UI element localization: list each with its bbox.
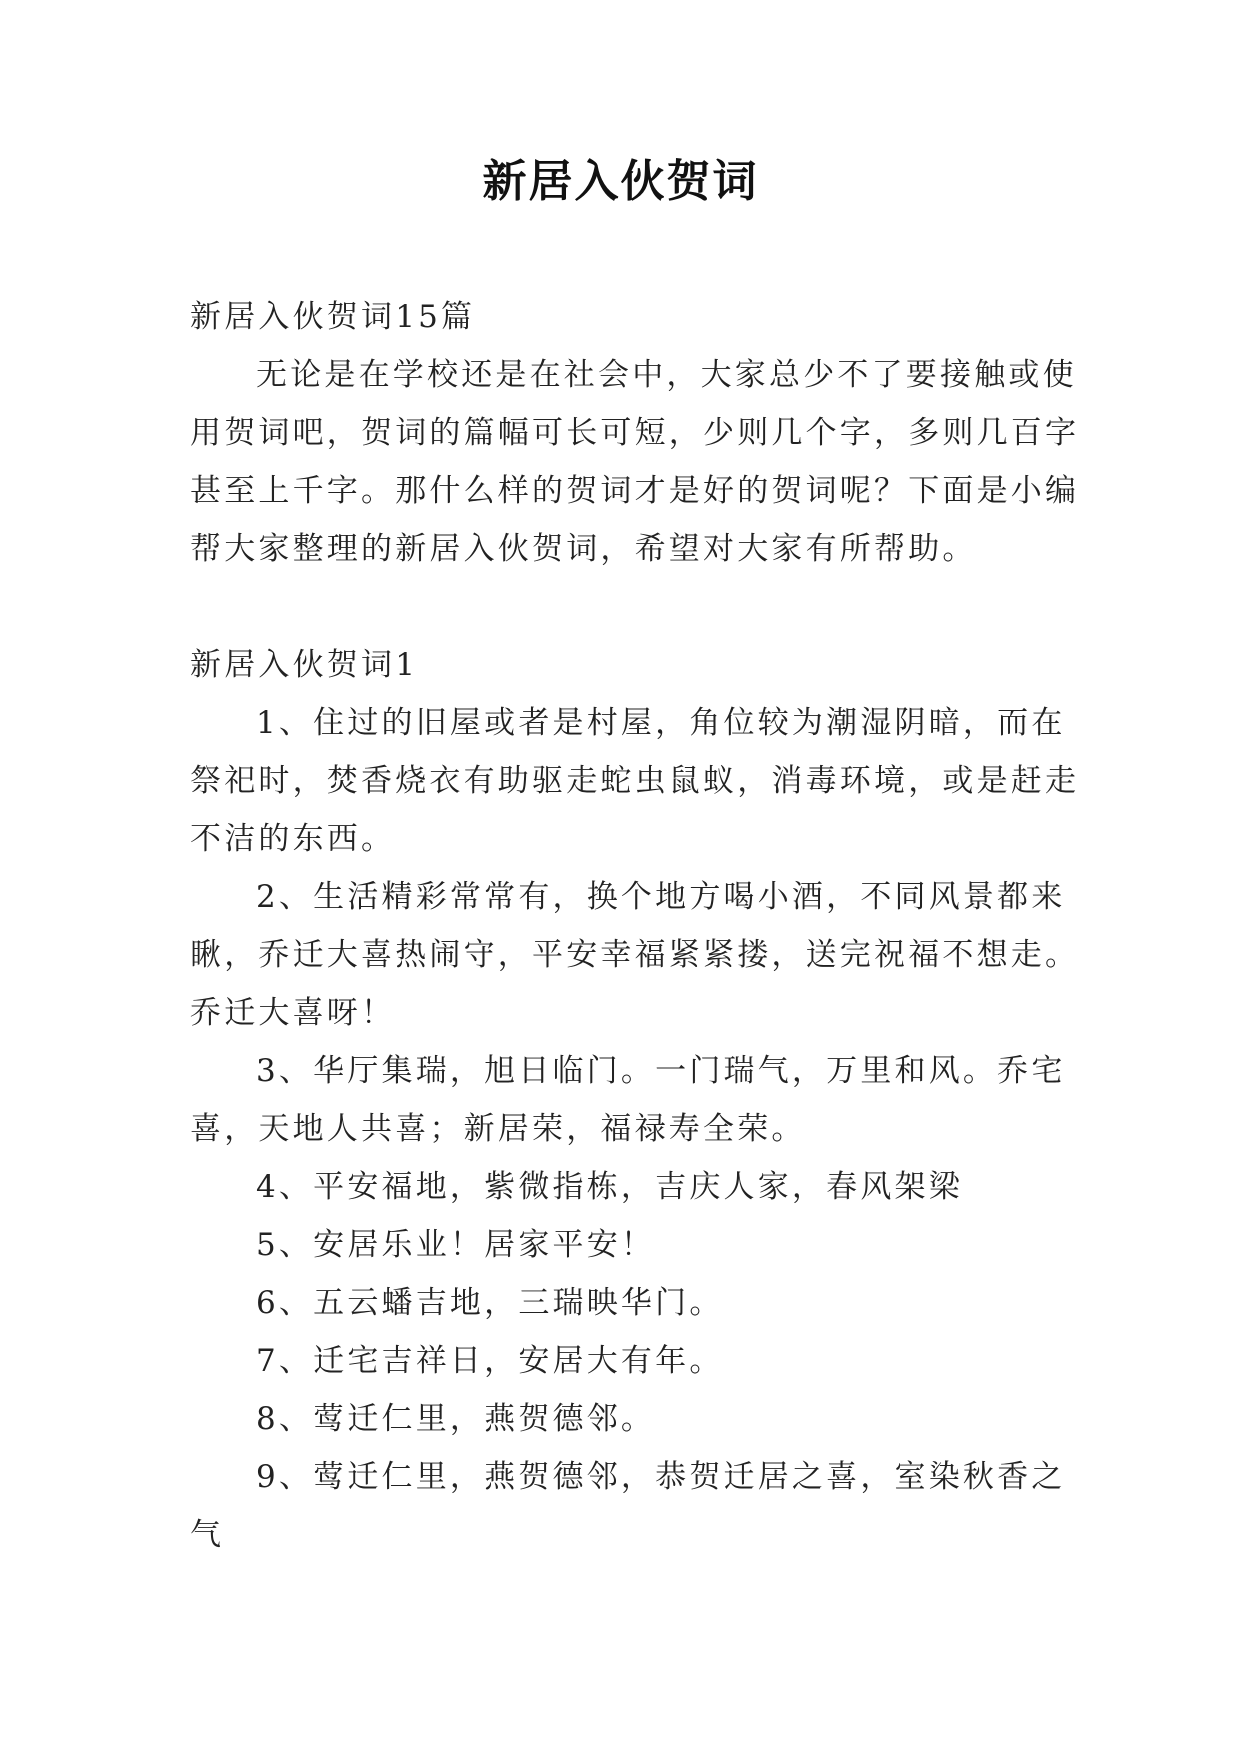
list-item-line: 喜，天地人共喜；新居荣，福禄寿全荣。 bbox=[190, 1111, 806, 1147]
list-item-1 bbox=[190, 694, 1080, 868]
list-item-line: 祭祀时，焚香烧衣有助驱走蛇虫鼠蚁，消毒环境，或是赶走 bbox=[190, 763, 1080, 799]
list-item-line: 6、五云蟠吉地，三瑞映华门。 bbox=[256, 1285, 724, 1321]
list-item-5 bbox=[190, 1216, 1050, 1274]
list-item-4 bbox=[190, 1158, 1050, 1216]
list-item-line: 5、安居乐业！居家平安！ bbox=[256, 1227, 656, 1263]
list-item-line: 9、莺迁仁里，燕贺德邻，恭贺迁居之喜，室染秋香之 bbox=[256, 1459, 1066, 1495]
list-item-line: 2、生活精彩常常有，换个地方喝小酒，不同风景都来 bbox=[256, 879, 1066, 915]
intro-paragraph bbox=[190, 346, 1080, 578]
list-item-line: 气 bbox=[190, 1517, 225, 1553]
list-item-line: 7、迁宅吉祥日，安居大有年。 bbox=[256, 1343, 724, 1379]
subtitle: 新居入伙贺词15篇 bbox=[190, 299, 476, 335]
list-item-6 bbox=[190, 1274, 1050, 1332]
intro-line: 帮大家整理的新居入伙贺词，希望对大家有所帮助。 bbox=[190, 531, 977, 567]
list-item-9 bbox=[190, 1448, 1066, 1564]
list-item-line: 乔迁大喜呀！ bbox=[190, 995, 396, 1031]
list-item-line: 不洁的东西。 bbox=[190, 821, 396, 857]
list-item-8 bbox=[190, 1390, 1050, 1448]
list-item-line: 4、平安福地，紫微指栋，吉庆人家，春风架梁 bbox=[256, 1169, 963, 1205]
page-title: 新居入伙贺词 bbox=[482, 156, 759, 207]
list-item-7 bbox=[190, 1332, 1050, 1390]
intro-line: 用贺词吧，贺词的篇幅可长可短，少则几个字，多则几百字 bbox=[190, 415, 1080, 451]
paragraph-gap bbox=[190, 578, 1050, 636]
section-heading: 新居入伙贺词1 bbox=[190, 647, 419, 683]
intro-line: 无论是在学校还是在社会中，大家总少不了要接触或使 bbox=[256, 357, 1077, 393]
intro-line: 甚至上千字。那什么样的贺词才是好的贺词呢？下面是小编 bbox=[190, 473, 1080, 509]
list-item-line: 8、莺迁仁里，燕贺德邻。 bbox=[256, 1401, 656, 1437]
list-item-line: 3、华厅集瑞，旭日临门。一门瑞气，万里和风。乔宅 bbox=[256, 1053, 1066, 1089]
document-body bbox=[190, 288, 1080, 1564]
list-item-line: 1、住过的旧屋或者是村屋，角位较为潮湿阴暗，而在 bbox=[256, 705, 1066, 741]
list-item-2 bbox=[190, 868, 1080, 1042]
list-item-line: 瞅，乔迁大喜热闹守，平安幸福紧紧搂，送完祝福不想走。 bbox=[190, 937, 1080, 973]
list-item-3 bbox=[190, 1042, 1066, 1158]
